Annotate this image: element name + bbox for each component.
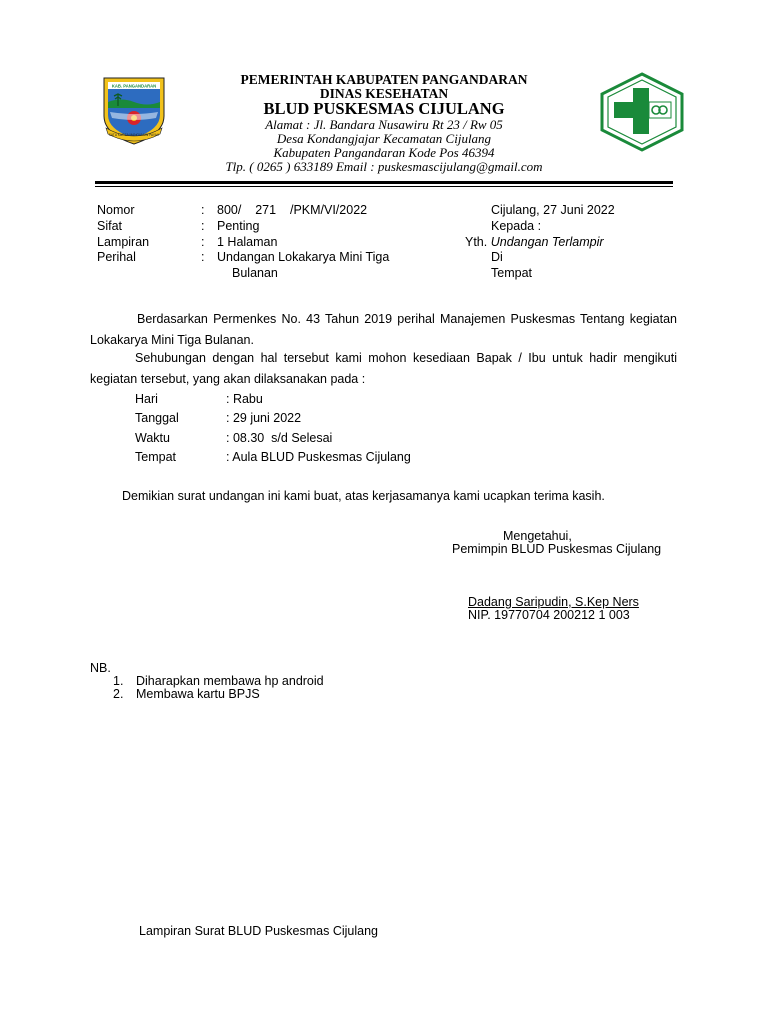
di-label: Di (491, 250, 503, 264)
crest-motto-text: SATU KARSA MANGUNUN PAYAH (108, 133, 160, 137)
crest-banner-text: KAB. PANGANDARAN (111, 83, 157, 89)
signature-title: Pemimpin BLUD Puskesmas Cijulang (452, 542, 662, 556)
note-item: Membawa kartu BPJS (136, 687, 260, 701)
yth-prefix: Yth. (465, 235, 488, 249)
lampiran-label: Lampiran (97, 235, 150, 249)
kop-divider-thick (95, 181, 673, 184)
sifat-value: Penting (217, 219, 260, 233)
signature-nip: NIP. 19770704 200212 1 003 (468, 608, 630, 622)
sifat-colon: : (201, 219, 205, 233)
nomor-value: 800/ 271 /PKM/VI/2022 (217, 203, 368, 217)
body-paragraph-1: Berdasarkan Permenkes No. 43 Tahun 2019 perihal Manajemen Puskesmas Tentang kegiatan Lokakarya Mini Tiga Bulanan. (90, 312, 677, 347)
body-paragraph-2: Sehubungan dengan hal tersebut kami mohon kesediaan Bapak / Ibu untuk hadir mengikuti kegiatan tersebut, yang akan dilaksanakan pada : (90, 351, 677, 386)
notes-heading: NB. (90, 661, 111, 675)
place-date: Cijulang, 27 Juni 2022 (491, 203, 615, 217)
nomor-colon: : (201, 203, 205, 217)
signature-name: Dadang Saripudin, S.Kep Ners (468, 595, 639, 609)
tempat-label: Tempat (491, 266, 532, 280)
signature-mengetahui: Mengetahui, (503, 529, 572, 543)
kop-divider-thin (95, 186, 673, 187)
detail-label: Tempat (135, 450, 176, 464)
kop-address: Alamat : Jl. Bandara Nusawiru Rt 23 / Rw 05 (265, 117, 503, 132)
note-item: Diharapkan membawa hp android (136, 674, 324, 688)
sifat-label: Sifat (97, 219, 123, 233)
detail-label: Waktu (135, 431, 170, 445)
detail-value: : Rabu (226, 392, 263, 406)
perihal-value-line1: Undangan Lokakarya Mini Tiga (217, 250, 390, 264)
perihal-value-line2: Bulanan (232, 266, 278, 280)
nomor-label: Nomor (97, 203, 135, 217)
recipient-value: Undangan Terlampir (490, 235, 604, 249)
kop-government: PEMERINTAH KABUPATEN PANGANDARAN (240, 72, 528, 87)
footer-attachment-note: Lampiran Surat BLUD Puskesmas Cijulang (139, 924, 378, 938)
kepada-label: Kepada : (491, 219, 542, 233)
closing-sentence: Demikian surat undangan ini kami buat, atas kerjasamanya kami ucapkan terima kasih. (122, 489, 605, 503)
kop-village: Desa Kondangjajar Kecamatan Cijulang (276, 131, 492, 146)
note-number: 2. (113, 687, 124, 701)
kop-department: DINAS KESEHATAN (319, 86, 449, 101)
kop-regency: Kabupaten Pangandaran Kode Pos 46394 (273, 145, 495, 160)
detail-value: : Aula BLUD Puskesmas Cijulang (226, 450, 411, 464)
detail-label: Tanggal (135, 411, 179, 425)
detail-value: : 29 juni 2022 (226, 411, 302, 425)
kop-institution: BLUD PUSKESMAS CIJULANG (263, 99, 505, 118)
lampiran-value: 1 Halaman (217, 235, 278, 249)
recipient-line (465, 235, 604, 250)
detail-value: : 08.30 s/d Selesai (226, 431, 333, 445)
perihal-colon: : (201, 250, 205, 264)
lampiran-colon: : (201, 235, 205, 249)
perihal-label: Perihal (97, 250, 136, 264)
kop-contact: Tlp. ( 0265 ) 633189 Email : puskesmascijulang@gmail.com (225, 159, 543, 174)
detail-label: Hari (135, 392, 158, 406)
note-number: 1. (113, 674, 124, 688)
